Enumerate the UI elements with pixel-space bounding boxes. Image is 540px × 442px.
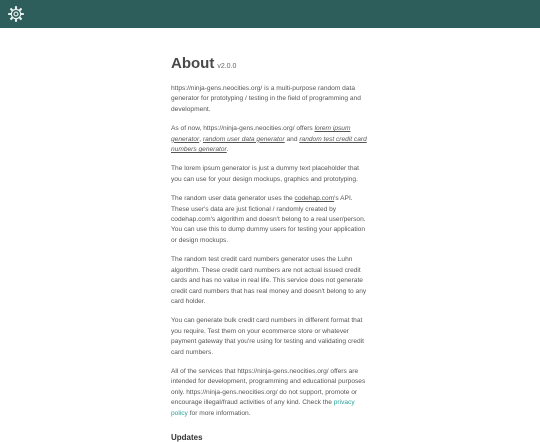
disclaimer-text: All of the services that https://ninja-gens.neocities.org/ offers are intended for development, programming and educational purposes only. https://ninja-gens.neocities.org/ do not support, promote or encourage illegal/fraud activities of any kind. Check the bbox=[171, 367, 366, 407]
disclaimer-text-rest: for more information. bbox=[187, 409, 251, 417]
disclaimer-paragraph bbox=[171, 367, 371, 419]
separator-text: and bbox=[284, 135, 300, 143]
separator-text: , bbox=[199, 135, 203, 143]
credit-card-paragraph: The random test credit card numbers generator uses the Luhn algorithm. These credit card numbers are not actual issued credit cards and has no value in real life. This service does not generate credit card numbers that has real money and doesn't belong to any card holder. bbox=[171, 256, 367, 305]
offers-text: As of now, https://ninja-gens.neocities.org/ offers bbox=[171, 125, 315, 133]
gear-icon[interactable] bbox=[7, 5, 25, 23]
user-data-text-rest: 's API. These user's data are just fictional / randomly created by codehap.com's algorithm and doesn't belong to a real user/person. You can use this to dump dummy users for testing your application or design mockups. bbox=[171, 195, 366, 244]
lorem-ipsum-generator-link[interactable]: lorem ipsum generator bbox=[171, 125, 351, 143]
page-title: About bbox=[171, 55, 215, 72]
page-title-row bbox=[171, 56, 371, 72]
period-text: . bbox=[226, 146, 229, 154]
top-navbar bbox=[0, 0, 540, 28]
user-data-text: The random user data generator uses the bbox=[171, 195, 295, 203]
bulk-generate-paragraph: You can generate bulk credit card numbers in different format that you require. Test them on your ecommerce store or whatever payment gateway that you're using for testing and validating credit card numbers. bbox=[171, 317, 364, 356]
offers-paragraph bbox=[171, 124, 371, 155]
version-label: v2.0.0 bbox=[217, 63, 237, 70]
intro-paragraph: https://ninja-gens.neocities.org/ is a multi-purpose random data generator for prototyping / testing in the field of programming and development. bbox=[171, 85, 361, 113]
codehap-link[interactable]: codehap.com bbox=[294, 195, 335, 203]
credit-card-generator-link[interactable]: random test credit card numbers generator bbox=[171, 135, 367, 154]
user-data-paragraph bbox=[171, 194, 371, 246]
about-section bbox=[171, 55, 371, 442]
random-user-data-generator-link[interactable]: random user data generator bbox=[202, 135, 285, 143]
updates-heading: Updates bbox=[171, 432, 203, 442]
lorem-ipsum-paragraph: The lorem ipsum generator is just a dummy text placeholder that you can use for your design mockups, graphics and prototyping. bbox=[171, 165, 360, 183]
privacy-policy-link[interactable]: privacy policy bbox=[171, 399, 355, 417]
